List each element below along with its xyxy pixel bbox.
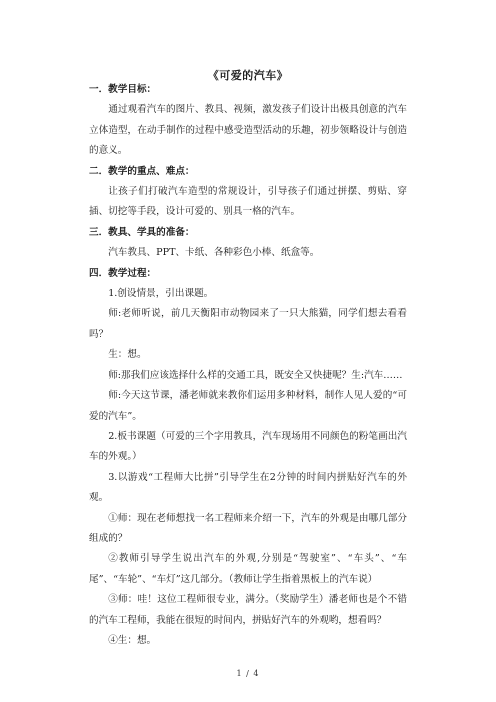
section-heading-materials: 三．教具、学具的准备：: [89, 226, 195, 238]
paragraph: 3.以游戏“工程师大比拼”引导学生在2分钟的时间内拼贴好汽车的外观。: [89, 471, 407, 504]
section-heading-key-points: 二．教学的重点、难点：: [89, 165, 195, 177]
paragraph: ①师：现在老师想找一名工程师来介绍一下，汽车的外观是由哪几部分组成的？: [89, 512, 407, 544]
document-body: [89, 80, 407, 651]
paragraph: 师:那我们应该选择什么样的交通工具，既安全又快捷呢？生:汽车……: [108, 369, 403, 381]
page-number: 1 / 4: [236, 669, 260, 678]
section-heading-objectives: 一．教学目标：: [89, 84, 157, 95]
paragraph: ②教师引导学生说出汽车的外观,分别是“驾驶室”、“车头”、“车尾”、“车轮”、“车灯”这几部分。（教师让学生指着黑板上的汽车说）: [89, 553, 407, 585]
paragraph: 师:今天这节课，潘老师就来教你们运用多种材料，制作人见人爱的“可爱的汽车”。: [89, 390, 407, 422]
paragraph: 2.板书课题（可爱的三个字用教具，汽车现场用不同颜色的粉笔画出汽车的外观。）: [89, 430, 407, 463]
document-title: 《可爱的汽车》: [207, 69, 289, 82]
paragraph: 让孩子们打破汽车造型的常规设计，引导孩子们通过拼摆、剪贴、穿插、切挖等手段，设计可爱的、别具一格的汽车。: [89, 186, 407, 218]
paragraph: 汽车教具、PPT、卡纸、各种彩色小棒、纸盒等。: [108, 247, 320, 259]
paragraph: ③师：哇！这位工程师很专业，满分。（奖励学生）潘老师也是个不错的汽车工程师，我能在很短的时间内，拼贴好汽车的外观哟，想看吗？: [89, 594, 407, 626]
paragraph: 1.创设情景，引出课题。: [108, 288, 214, 300]
section-heading-process: 四．教学过程：: [89, 267, 157, 279]
paragraph: 师:老师听说，前几天衡阳市动物园来了一只大熊猫，同学们想去看看吗？: [89, 308, 407, 340]
paragraph: 通过观看汽车的图片、教具、视频，激发孩子们设计出极具创意的汽车立体造型，在动手制作的过程中感受造型活动的乐趣，初步领略设计与创造的意义。: [89, 104, 407, 157]
paragraph: ④生：想。: [108, 634, 157, 646]
paragraph: 生：想。: [108, 349, 147, 361]
